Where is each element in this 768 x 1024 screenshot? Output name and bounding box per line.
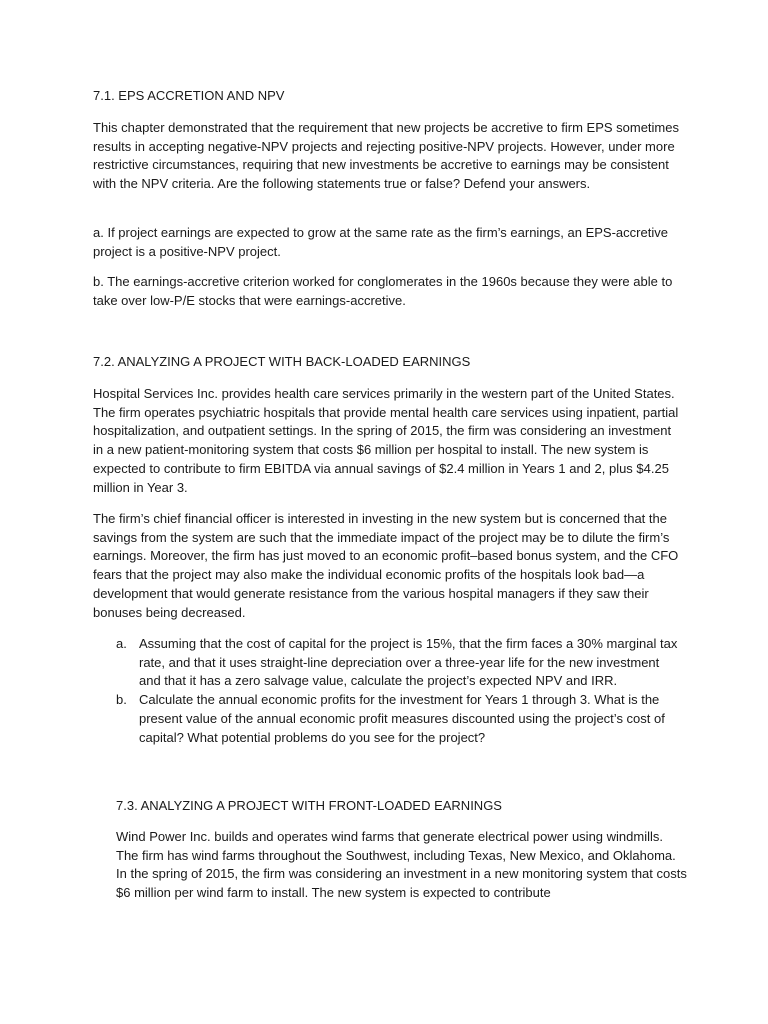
list-marker: b. — [116, 692, 127, 708]
section-7-1-item-a: a. If project earnings are expected to grow at the same rate as the firm’s earnings, an EPS-accretive project is a positive-NPV project. — [93, 225, 668, 259]
section-7-1-heading: 7.1. EPS ACCRETION AND NPV — [93, 88, 285, 103]
list-marker: a. — [116, 636, 127, 651]
list-item — [93, 635, 683, 691]
section-7-2-question-list — [93, 635, 683, 747]
section-7-2-heading: 7.2. ANALYZING A PROJECT WITH BACK-LOADED EARNINGS — [93, 354, 471, 369]
list-item-text: Assuming that the cost of capital for the project is 15%, that the firm faces a 30% marginal tax rate, and that it uses straight-line depreciation over a three-year life for the new investment and that it has a zero salvage value, calculate the project’s expected NPV and IRR. — [139, 636, 678, 689]
list-item-text: Calculate the annual economic profits for the investment for Years 1 through 3. What is the present value of the annual economic profit measures discounted using the project’s cost of capital? What potential problems do you see for the project? — [139, 692, 665, 745]
section-7-3-heading: 7.3. ANALYZING A PROJECT WITH FRONT-LOADED EARNINGS — [116, 798, 502, 813]
list-item — [93, 691, 683, 747]
section-7-1-item-b: b. The earnings-accretive criterion worked for conglomerates in the 1960s because they were able to take over low-P/E stocks that were earnings-accretive. — [93, 274, 673, 308]
section-7-2-para-1: Hospital Services Inc. provides health care services primarily in the western part of the United States. The firm operates psychiatric hospitals that provide mental health care services using inpatient, partial hospitalization, and outpatient settings. In the spring of 2015, the firm was considering an investment in a new patient-monitoring system that costs $6 million per hospital to install. The new system is expected to contribute to firm EBITDA via annual savings of $2.4 million in Years 1 and 2, plus $4.25 million in Year 3. — [93, 386, 679, 495]
section-7-2-para-2: The firm’s chief financial officer is interested in investing in the new system but is concerned that the savings from the system are such that the immediate impact of the project may be to dilute the firm’s earnings. Moreover, the firm has just moved to an economic profit–based bonus system, and the CFO fears that the project may also make the individual economic profits of the hospitals look bad—a development that would generate resistance from the various hospital managers if they saw their bonuses being decreased. — [93, 511, 679, 620]
section-7-1-intro: This chapter demonstrated that the requirement that new projects be accretive to firm EPS sometimes results in accepting negative-NPV projects and rejecting positive-NPV projects. However, under more restrictive circumstances, requiring that new investments be accretive to earnings may be consistent with the NPV criteria. Are the following statements true or false? Defend your answers. — [93, 120, 679, 192]
section-7-3-para-1: Wind Power Inc. builds and operates wind farms that generate electrical power using windmills. The firm has wind farms throughout the Southwest, including Texas, New Mexico, and Oklahoma. In the spring of 2015, the firm was considering an investment in a new monitoring system that costs $6 million per wind farm to install. The new system is expected to contribute — [116, 829, 687, 901]
